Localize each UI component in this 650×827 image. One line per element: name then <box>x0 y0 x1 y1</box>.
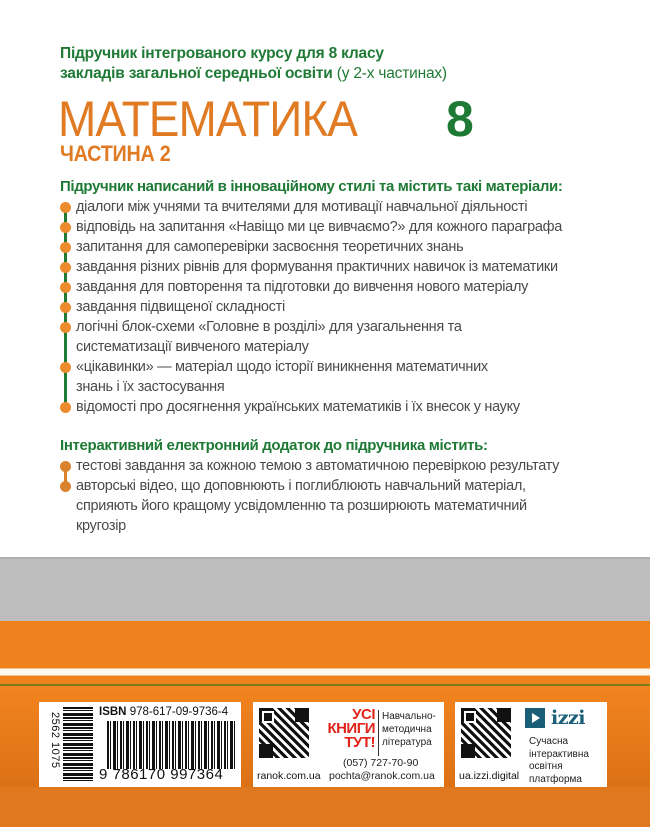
list-item: запитання для самоперевірки засвоєння теоретичних знань <box>58 237 628 257</box>
features-heading: Підручник написаний в інноваційному стилі та містить такі матеріали: <box>60 178 563 195</box>
list-item: тестові завдання за кожною темою з автоматичною перевіркою результату <box>58 456 628 476</box>
bullet-dot-icon <box>60 302 71 313</box>
bullet-dot-icon <box>60 481 71 492</box>
izzi-brand: izzi <box>551 707 586 729</box>
izzi-description: Сучасна інтерактивна освітня платформа <box>529 736 589 785</box>
interactive-list <box>58 456 628 536</box>
barcode-icon <box>107 721 235 769</box>
bullet-dot-icon <box>60 222 71 233</box>
qr-code-icon[interactable] <box>461 708 511 758</box>
list-item: завдання для повторення та підготовки до вивчення нового матеріалу <box>58 277 628 297</box>
list-item: завдання підвищеної складності <box>58 297 628 317</box>
subtitle-line-2-bold: закладів загальної середньої освіти <box>60 65 333 82</box>
ranok-phone: (057) 727-70-90 <box>343 757 419 769</box>
ranok-description: Навчально-методична література <box>382 711 436 748</box>
ranok-box <box>253 702 444 787</box>
ean-number: 9 786170 997364 <box>99 766 224 783</box>
list-item: відповідь на запитання «Навіщо ми це вивчаємо?» для кожного параграфа <box>58 217 628 237</box>
grade-number: 8 <box>446 91 474 147</box>
part-label: ЧАСТИНА 2 <box>60 141 171 166</box>
bullet-dot-icon <box>60 322 71 333</box>
qr-code-icon[interactable] <box>259 708 309 758</box>
play-icon <box>525 708 545 728</box>
bullet-dot-icon <box>60 242 71 253</box>
bullet-dot-icon <box>60 402 71 413</box>
vertical-code: 2562 1075 <box>49 712 61 769</box>
list-item: «цікавинки» — матеріал щодо історії виникнення математичних знань і їх застосування <box>58 357 508 397</box>
ranok-email-link[interactable]: pochta@ranok.com.ua <box>329 770 435 782</box>
bullet-dot-icon <box>60 282 71 293</box>
book-title: МАТЕМАТИКА <box>58 91 358 147</box>
barcode-icon <box>63 707 93 782</box>
bullet-dot-icon <box>60 202 71 213</box>
isbn-number: 978-617-09-9736-4 <box>129 706 229 718</box>
gray-band <box>0 557 650 621</box>
izzi-website-link[interactable]: ua.izzi.digital <box>459 770 520 782</box>
white-stripe <box>0 668 650 676</box>
book-subtitle <box>60 44 620 84</box>
list-item: відомості про досягнення українських математиків і їх внесок у науку <box>58 397 628 417</box>
interactive-heading: Інтерактивний електронний додаток до підручника містить: <box>60 437 488 454</box>
ranok-slogan: УСІ КНИГИ ТУТ! <box>327 706 375 751</box>
list-item: авторські відео, що доповнюють і поглиблюють навчальний матеріал, сприяють його кращому усвідомленню та розширюють математичний кругозір <box>58 476 528 536</box>
isbn-label: ISBN 978-617-09-9736-4 <box>99 706 229 718</box>
bullet-dot-icon <box>60 262 71 273</box>
bullet-dot-icon <box>60 461 71 472</box>
bullet-dot-icon <box>60 362 71 373</box>
bottom-band <box>0 787 650 827</box>
list-item: діалоги між учнями та вчителями для мотивації навчальної діяльності <box>58 197 628 217</box>
features-list <box>58 197 628 417</box>
divider <box>378 710 379 756</box>
vertical-barcode <box>49 707 93 782</box>
subtitle-line-2-light: (у 2-х частинах) <box>332 65 447 82</box>
ranok-website-link[interactable]: ranok.com.ua <box>257 770 321 782</box>
list-item: логічні блок-схеми «Головне в розділі» для узагальнення та систематизації вивченого матеріалу <box>58 317 528 357</box>
izzi-logo <box>525 707 585 729</box>
subtitle-line-1: Підручник інтегрованого курсу для 8 класу <box>60 45 384 62</box>
izzi-box <box>455 702 607 787</box>
isbn-box <box>39 702 241 787</box>
subtitle-line-2 <box>60 64 620 84</box>
list-item: завдання різних рівнів для формування практичних навичок із математики <box>58 257 628 277</box>
